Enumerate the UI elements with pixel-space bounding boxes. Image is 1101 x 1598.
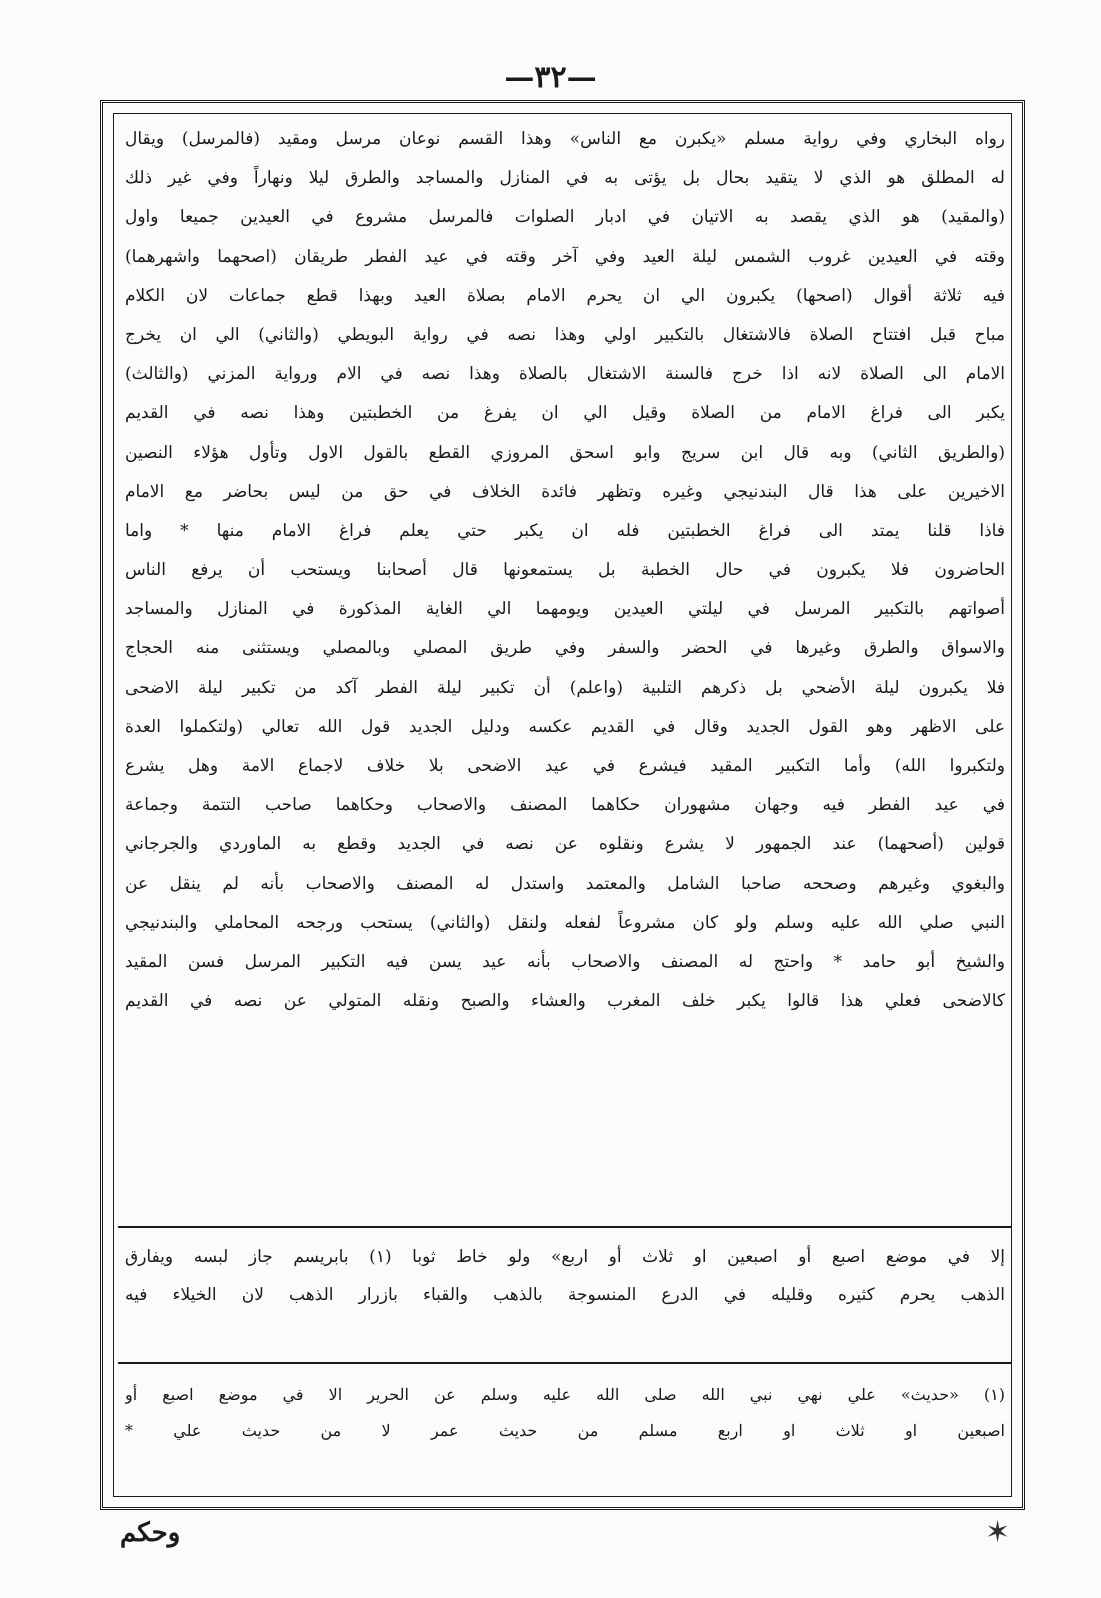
text-line: أصواتهم بالتكبير المرسل في ليلتي العيدين ويومهما الي الغاية المذكورة في المنازل والمساجد	[125, 599, 1005, 620]
text-line: رواه البخاري وفي رواية مسلم «يكبرن مع الناس» وهذا القسم نوعان مرسل ومقيد (فالمرسل) ويقال	[125, 129, 1005, 149]
text-line: الامام الى الصلاة لانه اذا خرج فالسنة الاشتغال بالصلاة وهذا نصه في الام ورواية المزني (والثالث)	[125, 364, 1005, 385]
text-line: فلا يكبرون ليلة الأضحي بل ذكرهم التلبية (واعلم) أن تكبير ليلة الفطر آكد من تكبير ليلة الاضحى	[125, 677, 1005, 698]
text-line: كالاضحى فعلي هذا قالوا يكبر خلف المغرب والعشاء والصبح ونقله المتولي عن نصه في القديم	[125, 991, 1005, 1012]
lower-text	[125, 1238, 1005, 1314]
text-line: فيه ثلاثة أقوال (اصحها) يكبرون الي ان يحرم الامام بصلاة العيد وبهذا قطع جماعات لان الكلام	[125, 285, 1005, 306]
main-text	[125, 120, 1005, 1021]
text-line: (والطريق الثاني) وبه قال ابن سريج وابو اسحق المروزي القطع بالقول الاول وتأول هؤلاء النصين	[125, 442, 1005, 463]
footnote-divider	[118, 1362, 1011, 1364]
text-line: والاسواق والطرق وغيرها في الحضر والسفر وفي طريق المصلي وبالمصلي ويستثنى منه الحجاج	[125, 638, 1005, 659]
text-line: قولين (أصحهما) عند الجمهور لا يشرع ونقلوه عن نصه في الجديد وقطع به الماوردي والجرجاني	[125, 834, 1005, 855]
text-line: الذهب يحرم كثيره وقليله في الدرع المنسوجة بالذهب والقباء بازرار الذهب لان الخيلاء فيه	[125, 1285, 1005, 1305]
footnote	[125, 1377, 1005, 1449]
text-line: والبغوي وغيرهم وصححه صاحبا الشامل والمعتمد واستدل له المصنف والاصحاب بأنه لم ينقل عن	[125, 873, 1005, 894]
text-line: له المطلق هو الذي لا يتقيد بحال بل يؤتى به في المنازل والمساجد والطرق ليلا ونهاراً وفي غير ذلك	[125, 168, 1005, 189]
text-line: فاذا قلنا يمتد الى فراغ الخطبتين فله ان يكبر حتي يعلم فراغ الامام منها * واما	[125, 520, 1005, 541]
text-line: الحاضرون فلا يكبرون في حال الخطبة بل يستمعونها قال أصحابنا ويستحب أن يرفع الناس	[125, 560, 1005, 581]
catchword: وحكم	[120, 1518, 181, 1548]
text-line: إلا في موضع اصبع أو اصبعين او ثلاث أو اربع» ولو خاط ثوبا (١) بابريسم جاز لبسه ويفارق	[125, 1247, 1005, 1267]
footnote-line: (١) «حديث» علي نهي نبي الله صلى الله عليه وسلم عن الحرير الا في موضع اصبع أو	[125, 1385, 1005, 1404]
section-divider	[118, 1226, 1011, 1228]
text-line: النبي صلي الله عليه وسلم ولو كان مشروعاً لفعله ولنقل (والثاني) يستحب ورجحه المحاملي والبندنيجي	[125, 912, 1005, 933]
text-line: ولتكبروا الله) وأما التكبير المقيد فيشرع في عيد الاضحى بلا خلاف لاجماع الامة وهل يشرع	[125, 756, 1005, 776]
text-line: على الاظهر وهو القول الجديد وقال في القديم عكسه ودليل الجديد قول الله تعالي (ولتكملوا العدة	[125, 716, 1005, 737]
ink-mark-icon: ✶	[985, 1515, 1011, 1550]
text-line: في عيد الفطر فيه وجهان مشهوران حكاهما المصنف والاصحاب وحكاهما صاحب التتمة وجماعة	[125, 795, 1005, 816]
page-number: —٣٢—	[504, 60, 597, 95]
footnote-line: اصبعين او ثلاث او اربع مسلم من حديث عمر لا من حديث علي *	[125, 1421, 1005, 1440]
text-line: مباح قبل افتتاح الصلاة فالاشتغال بالتكبير اولي وهذا نصه في رواية البويطي (والثاني) الي ان يخرج	[125, 324, 1005, 345]
text-line: وقته في العيدين غروب الشمس ليلة العيد وفي آخر وقته في عيد الفطر طريقان (اصحهما واشهرهما)	[125, 246, 1005, 267]
text-line: الاخيرين على هذا قال البندنيجي وغيره وتظهر فائدة الخلاف في حق من ليس بحاضر مع الامام	[125, 481, 1005, 502]
text-line: والشيخ أبو حامد * واحتج له المصنف والاصحاب بأنه عيد يسن فيه التكبير المرسل فسن المقيد	[125, 951, 1005, 972]
text-line: (والمقيد) هو الذي يقصد به الاتيان في ادبار الصلوات فالمرسل مشروع في العيدين جميعا واول	[125, 207, 1005, 228]
text-line: يكبر الى فراغ الامام من الصلاة وقيل الي ان يفرغ من الخطبتين وهذا نصه في القديم	[125, 403, 1005, 424]
